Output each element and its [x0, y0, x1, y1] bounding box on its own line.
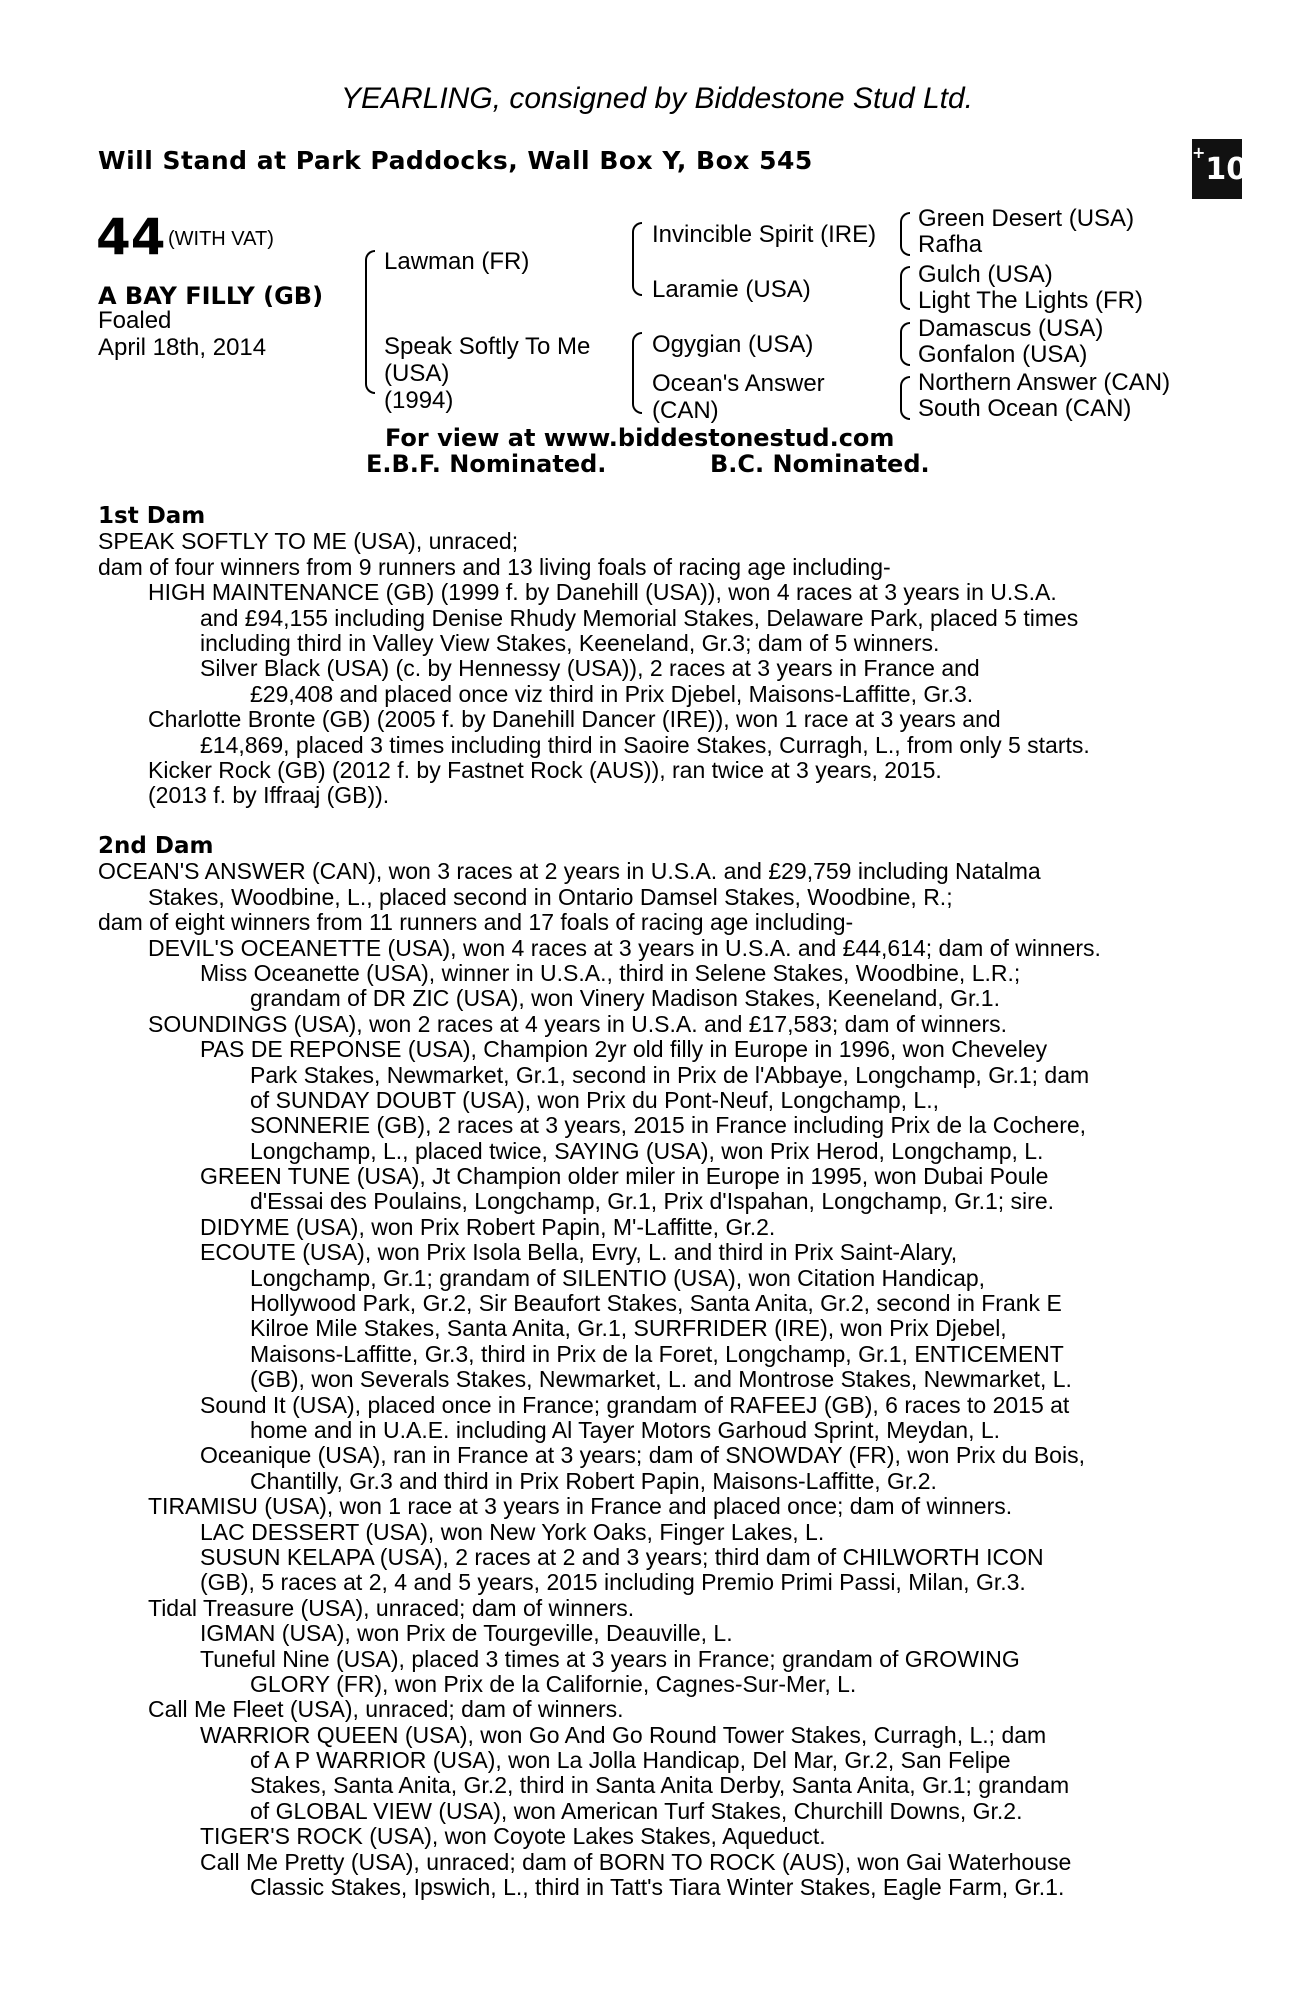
bc-nomination: B.C. Nominated.	[710, 450, 930, 478]
first-dam-line: Kicker Rock (GB) (2012 f. by Fastnet Rock (AUS)), ran twice at 3 years, 2015.	[148, 757, 942, 783]
second-dam-line: (GB), 5 races at 2, 4 and 5 years, 2015 including Premio Primi Passi, Milan, Gr.3.	[200, 1570, 1026, 1596]
second-dam-line: TIRAMISU (USA), won 1 race at 3 years in France and placed once; dam of winners.	[148, 1494, 1013, 1520]
second-dam-line: WARRIOR QUEEN (USA), won Go And Go Round Tower Stakes, Curragh, L.; dam	[200, 1722, 1047, 1748]
pedigree-g3-3: Gulch (USA)	[918, 261, 1053, 288]
foaled-label: Foaled	[98, 307, 172, 334]
second-dam-heading: 2nd Dam	[98, 834, 214, 859]
second-dam-line: Maisons-Laffitte, Gr.3, third in Prix de la Foret, Longchamp, Gr.1, ENTICEMENT	[250, 1341, 1064, 1367]
second-dam-line: Call Me Fleet (USA), unraced; dam of winners.	[148, 1697, 624, 1723]
second-dam-line: of SUNDAY DOUBT (USA), won Prix du Pont-Neuf, Longchamp, L.,	[250, 1087, 940, 1113]
pedigree-brace-sire	[632, 222, 642, 296]
second-dam-line: GREEN TUNE (USA), Jt Champion older miler in Europe in 1995, won Dubai Poule	[200, 1164, 1049, 1190]
pedigree-dam-sire: Ogygian (USA)	[652, 331, 814, 358]
view-website-note: For view at www.biddestonestud.com	[385, 424, 895, 452]
second-dam-line: SUSUN KELAPA (USA), 2 races at 2 and 3 years; third dam of CHILWORTH ICON	[200, 1544, 1044, 1570]
vat-label: (WITH VAT)	[168, 228, 274, 250]
second-dam-line: DIDYME (USA), won Prix Robert Papin, M'-Laffitte, Gr.2.	[200, 1214, 776, 1240]
second-dam-line: TIGER'S ROCK (USA), won Coyote Lakes Stakes, Aqueduct.	[200, 1824, 826, 1850]
second-dam-line: dam of eight winners from 11 runners and 17 foals of racing age including-	[98, 910, 854, 936]
second-dam-line: Chantilly, Gr.3 and third in Prix Robert Papin, Maisons-Laffitte, Gr.2.	[250, 1468, 937, 1494]
badge-number: 10	[1205, 152, 1248, 187]
pedigree-g3-1: Green Desert (USA)	[918, 205, 1135, 232]
second-dam-line: OCEAN'S ANSWER (CAN), won 3 races at 2 years in U.S.A. and £29,759 including Natalma	[98, 859, 1041, 885]
first-dam-line: £14,869, placed 3 times including third in Saoire Stakes, Curragh, L., from only 5 starts.	[200, 732, 1090, 758]
first-dam-line: dam of four winners from 9 runners and 13 living foals of racing age including-	[98, 554, 891, 580]
first-dam-line: (2013 f. by Iffraaj (GB)).	[148, 783, 390, 809]
pedigree-dam-line2: (USA)	[384, 360, 450, 387]
pedigree-g3-5: Damascus (USA)	[918, 315, 1104, 342]
pedigree-brace-main	[365, 250, 375, 394]
first-dam-heading: 1st Dam	[98, 504, 206, 529]
first-dam-line: including third in Valley View Stakes, Keeneland, Gr.3; dam of 5 winners.	[200, 630, 940, 656]
second-dam-line: Tidal Treasure (USA), unraced; dam of winners.	[148, 1595, 635, 1621]
pedigree-dam-year: (1994)	[384, 387, 454, 414]
first-dam-line: HIGH MAINTENANCE (GB) (1999 f. by Danehill (USA)), won 4 races at 3 years in U.S.A.	[148, 580, 1057, 606]
pedigree-brace-g3-4	[900, 376, 910, 420]
pedigree-dam-line1: Speak Softly To Me	[384, 333, 591, 360]
second-dam-line: of GLOBAL VIEW (USA), won American Turf Stakes, Churchill Downs, Gr.2.	[250, 1798, 1023, 1824]
first-dam-line: and £94,155 including Denise Rhudy Memorial Stakes, Delaware Park, placed 5 times	[200, 605, 1079, 631]
ebf-nomination: E.B.F. Nominated.	[366, 450, 607, 478]
second-dam-section	[98, 834, 1204, 1900]
first-dam-line: £29,408 and placed once viz third in Prix Djebel, Maisons-Laffitte, Gr.3.	[250, 681, 974, 707]
second-dam-line: LAC DESSERT (USA), won New York Oaks, Finger Lakes, L.	[200, 1519, 825, 1545]
second-dam-line: Longchamp, L., placed twice, SAYING (USA), won Prix Herod, Longchamp, L.	[250, 1138, 1044, 1164]
first-dam-section	[98, 504, 1204, 809]
second-dam-line: Call Me Pretty (USA), unraced; dam of BORN TO ROCK (AUS), won Gai Waterhouse	[200, 1849, 1072, 1875]
pedigree-dam-dam-line2: (CAN)	[652, 397, 719, 424]
second-dam-line: (GB), won Severals Stakes, Newmarket, L. and Montrose Stakes, Newmarket, L.	[250, 1367, 1072, 1393]
first-dam-line: SPEAK SOFTLY TO ME (USA), unraced;	[98, 529, 519, 555]
page-number-badge	[1192, 139, 1248, 199]
pedigree-dam-dam-line1: Ocean's Answer	[652, 370, 825, 397]
second-dam-line: DEVIL'S OCEANETTE (USA), won 4 races at 3 years in U.S.A. and £44,614; dam of winners.	[148, 935, 1101, 961]
second-dam-line: Kilroe Mile Stakes, Santa Anita, Gr.1, SURFRIDER (IRE), won Prix Djebel,	[250, 1316, 1007, 1342]
second-dam-line: SOUNDINGS (USA), won 2 races at 4 years in U.S.A. and £17,583; dam of winners.	[148, 1011, 1008, 1037]
badge-mark: +	[1192, 143, 1206, 162]
second-dam-line: Sound It (USA), placed once in France; grandam of RAFEEJ (GB), 6 races to 2015 at	[200, 1392, 1070, 1418]
second-dam-line: Tuneful Nine (USA), placed 3 times at 3 years in France; grandam of GROWING	[200, 1646, 1020, 1672]
pedigree-brace-g3-3	[900, 322, 910, 366]
pedigree-sire-sire: Invincible Spirit (IRE)	[652, 221, 877, 248]
second-dam-line: Hollywood Park, Gr.2, Sir Beaufort Stakes, Santa Anita, Gr.2, second in Frank E	[250, 1291, 1062, 1317]
first-dam-line: Charlotte Bronte (GB) (2005 f. by Danehill Dancer (IRE)), won 1 race at 3 years and	[148, 707, 1001, 733]
second-dam-line: of A P WARRIOR (USA), won La Jolla Handicap, Del Mar, Gr.2, San Felipe	[250, 1748, 1011, 1774]
pedigree-g3-8: South Ocean (CAN)	[918, 395, 1132, 422]
horse-description: A BAY FILLY (GB)	[98, 282, 324, 310]
foaled-date: April 18th, 2014	[98, 334, 267, 361]
pedigree-brace-g3-2	[900, 266, 910, 310]
second-dam-line: Miss Oceanette (USA), winner in U.S.A., third in Selene Stakes, Woodbine, L.R.;	[200, 960, 1021, 986]
second-dam-line: IGMAN (USA), won Prix de Tourgeville, Deauville, L.	[200, 1621, 733, 1647]
second-dam-line: ECOUTE (USA), won Prix Isola Bella, Evry, L. and third in Prix Saint-Alary,	[200, 1240, 958, 1266]
second-dam-line: Longchamp, Gr.1; grandam of SILENTIO (USA), won Citation Handicap,	[250, 1265, 986, 1291]
second-dam-line: home and in U.A.E. including Al Tayer Motors Garhoud Sprint, Meydan, L.	[250, 1417, 1001, 1443]
second-dam-line: Stakes, Santa Anita, Gr.2, third in Santa Anita Derby, Santa Anita, Gr.1; grandam	[250, 1773, 1070, 1799]
pedigree-sire: Lawman (FR)	[384, 248, 530, 275]
second-dam-line: Stakes, Woodbine, L., placed second in Ontario Damsel Stakes, Woodbine, R.;	[148, 884, 953, 910]
venue-line: Will Stand at Park Paddocks, Wall Box Y, Box 545	[98, 146, 813, 175]
pedigree-g3-6: Gonfalon (USA)	[918, 341, 1088, 368]
pedigree-brace-g3-1	[900, 212, 910, 256]
second-dam-line: Oceanique (USA), ran in France at 3 years; dam of SNOWDAY (FR), won Prix du Bois,	[200, 1443, 1085, 1469]
second-dam-line: grandam of DR ZIC (USA), won Vinery Madison Stakes, Keeneland, Gr.1.	[250, 986, 1000, 1012]
second-dam-line: Classic Stakes, Ipswich, L., third in Tatt's Tiara Winter Stakes, Eagle Farm, Gr.1.	[250, 1875, 1065, 1901]
lot-number: 44	[96, 208, 166, 266]
second-dam-line: PAS DE REPONSE (USA), Champion 2yr old filly in Europe in 1996, won Cheveley	[200, 1037, 1048, 1063]
first-dam-line: Silver Black (USA) (c. by Hennessy (USA)), 2 races at 3 years in France and	[200, 656, 980, 682]
pedigree-g3-2: Rafha	[918, 231, 983, 258]
pedigree-sire-dam: Laramie (USA)	[652, 276, 811, 303]
pedigree-brace-dam	[632, 332, 642, 414]
second-dam-line: GLORY (FR), won Prix de la Californie, Cagnes-Sur-Mer, L.	[250, 1671, 857, 1697]
second-dam-line: Park Stakes, Newmarket, Gr.1, second in Prix de l'Abbaye, Longchamp, Gr.1; dam	[250, 1062, 1090, 1088]
pedigree-g3-4: Light The Lights (FR)	[918, 287, 1143, 314]
page-title: YEARLING, consigned by Biddestone Stud Ltd.	[340, 82, 974, 115]
second-dam-line: SONNERIE (GB), 2 races at 3 years, 2015 in France including Prix de la Cochere,	[250, 1113, 1087, 1139]
pedigree-g3-7: Northern Answer (CAN)	[918, 369, 1171, 396]
second-dam-line: d'Essai des Poulains, Longchamp, Gr.1, Prix d'Ispahan, Longchamp, Gr.1; sire.	[250, 1189, 1055, 1215]
